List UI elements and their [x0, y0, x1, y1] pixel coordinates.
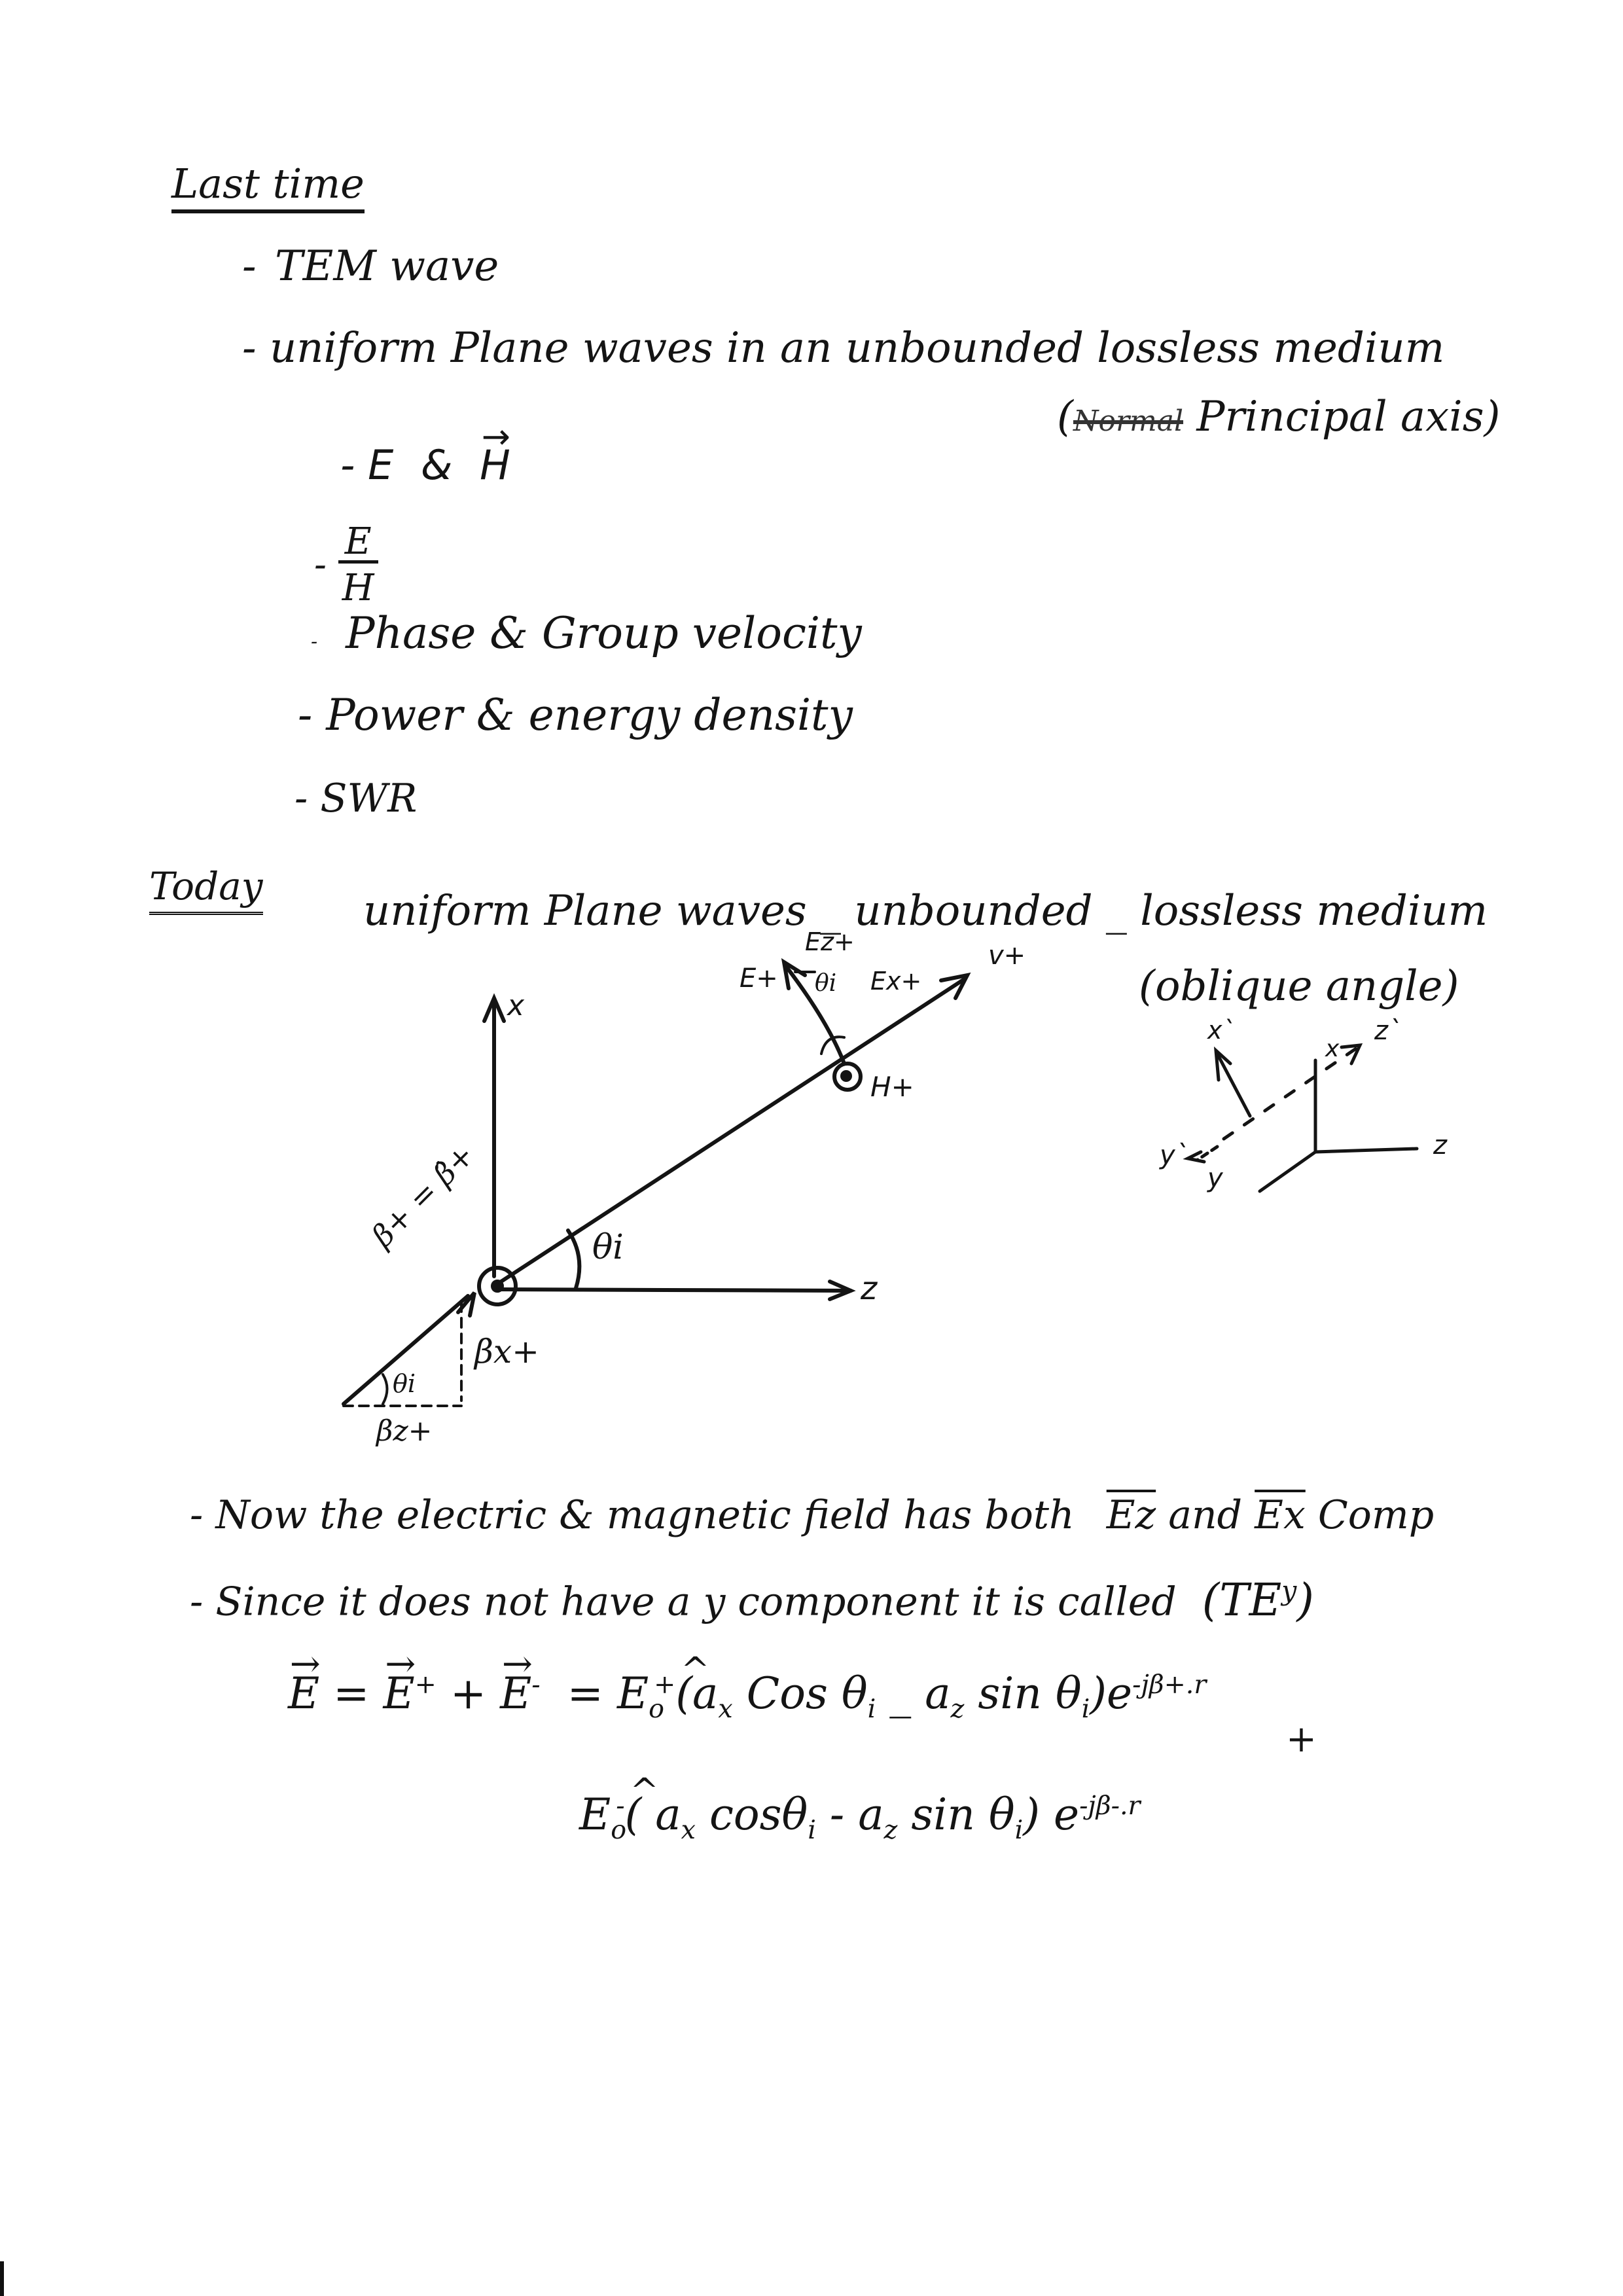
- beta-equation-label: β+ = β̂+: [365, 1137, 482, 1254]
- az-sub: z: [883, 1815, 898, 1846]
- velocity-label: v+: [988, 941, 1026, 971]
- equation-trailing-plus: +: [1286, 1718, 1317, 1761]
- note-text-after: Comp: [1317, 1492, 1435, 1538]
- ampersand: &: [421, 441, 453, 489]
- item-text: Phase & Group velocity: [346, 608, 862, 658]
- e-plus-sup: +: [414, 1670, 437, 1700]
- beta-z-label: βz+: [376, 1414, 433, 1448]
- struck-word: Normal: [1073, 404, 1184, 438]
- sin-sub: i: [1014, 1815, 1024, 1846]
- e-field-label: E+: [740, 963, 778, 994]
- beta-x-label: βx+: [474, 1333, 539, 1371]
- scan-margin-mark: [0, 2261, 4, 2296]
- te-mode-label: [1202, 1575, 1314, 1626]
- amp-sub: o: [611, 1815, 627, 1846]
- e-minus-base: E: [500, 1668, 532, 1719]
- minus-az: _ a: [876, 1668, 951, 1719]
- unit-vector-ax: ^ (a: [675, 1672, 718, 1715]
- today-subtitle: (oblique angle): [1139, 962, 1459, 1011]
- e-minus-sup: -: [531, 1670, 541, 1700]
- minus-az: - a: [815, 1789, 884, 1840]
- bullet: -: [242, 324, 257, 372]
- z-prime-label: z`: [1374, 1016, 1401, 1046]
- ez-label: Ez+: [805, 927, 855, 956]
- x-axis-label: x: [507, 989, 525, 1022]
- cos-term: Cos θ: [732, 1668, 868, 1719]
- ex-label: Ex+: [870, 967, 922, 996]
- equals-1: =: [333, 1668, 370, 1719]
- beta-angle-label: θi: [393, 1369, 416, 1398]
- h-field-label: H+: [870, 1071, 914, 1103]
- y-axis-line-small: [1260, 1152, 1315, 1191]
- az-sub: z: [950, 1694, 965, 1725]
- x-label-small: x: [1325, 1035, 1340, 1062]
- amplitude-plus: [616, 1668, 676, 1725]
- amplitude-minus: [579, 1789, 627, 1846]
- ax-sub: x: [681, 1815, 696, 1846]
- z-prime-arrowhead: [1342, 1045, 1360, 1064]
- bullet: -: [311, 630, 318, 653]
- y-prime-label: y`: [1160, 1140, 1188, 1170]
- exp-power: -jβ-.r: [1079, 1791, 1141, 1821]
- note-te-y-mode: [190, 1574, 1314, 1626]
- ex-component: $\overline{Ex}$: [1255, 1492, 1306, 1538]
- e-plus-base: E: [383, 1668, 415, 1719]
- item-text: TEM wave: [274, 242, 499, 291]
- ez-component: $\overline{Ez}$: [1106, 1492, 1156, 1538]
- bullet: -: [190, 1579, 204, 1625]
- unit-vector-ax: ^ ( a: [625, 1793, 681, 1837]
- e-symbol: E: [368, 441, 394, 489]
- sin-term: sin θ: [964, 1668, 1082, 1719]
- e-angle-label: θi: [815, 970, 837, 997]
- exp-base: )e: [1090, 1668, 1133, 1719]
- plus-op: +: [450, 1668, 487, 1719]
- equation-line-2: [579, 1789, 1141, 1846]
- cos-sub: i: [808, 1815, 816, 1846]
- open-paren: (: [1057, 393, 1073, 441]
- note-text: Now the electric & magnetic field has both: [215, 1492, 1075, 1538]
- incidence-angle-label: θi: [592, 1228, 624, 1267]
- today-topic: uniform Plane waves _ unbounded _ lossless medium: [363, 887, 1488, 935]
- cos-sub: i: [867, 1694, 876, 1725]
- item-text: SWR: [320, 776, 418, 821]
- heading-today: Today: [149, 867, 263, 915]
- amp-base: E: [579, 1789, 611, 1840]
- y-label-small: y: [1207, 1163, 1223, 1193]
- heading-last-time: Last time: [171, 164, 365, 213]
- te-text: (TE: [1202, 1574, 1282, 1626]
- note-field-components: [190, 1492, 1435, 1538]
- cos-term: cosθ: [695, 1789, 808, 1840]
- amp-sup: -: [616, 1791, 625, 1821]
- ax-sub: x: [718, 1694, 733, 1725]
- sin-term: sin θ: [897, 1789, 1015, 1840]
- bullet: -: [242, 242, 257, 291]
- e-total-vector: → E: [288, 1672, 319, 1715]
- denominator: H: [342, 567, 374, 609]
- amp-base: E: [616, 1668, 649, 1719]
- z-label-small: z: [1433, 1130, 1447, 1160]
- and-word: and: [1168, 1492, 1243, 1538]
- te-close-paren: ): [1296, 1574, 1314, 1626]
- x-prime-axis-line: [1217, 1054, 1250, 1116]
- amp-sub: o: [649, 1694, 664, 1725]
- equation-line-1: [288, 1668, 1207, 1725]
- z-axis-label: z: [861, 1270, 878, 1307]
- equals-2: =: [567, 1668, 603, 1719]
- h-vector-symbol: → H: [480, 445, 510, 486]
- bullet: -: [190, 1492, 204, 1538]
- numerator: E: [338, 524, 378, 564]
- bullet: -: [340, 441, 355, 489]
- item-text: Principal axis): [1196, 393, 1501, 441]
- x-prime-label: x`: [1207, 1016, 1235, 1045]
- exp-power: -jβ+.r: [1132, 1670, 1207, 1700]
- bullet: -: [314, 543, 327, 586]
- e-plus-vector: [383, 1668, 437, 1719]
- te-superscript: y: [1281, 1575, 1297, 1606]
- z-axis-line-small: [1315, 1149, 1417, 1152]
- item-text: Power & energy density: [326, 690, 853, 740]
- sin-sub: i: [1081, 1694, 1090, 1725]
- e-minus-vector: [500, 1668, 541, 1719]
- bullet: -: [298, 690, 313, 740]
- exp-base: ) e: [1023, 1789, 1080, 1840]
- amp-sup: +: [654, 1670, 676, 1700]
- bullet: -: [294, 776, 308, 821]
- note-text: Since it does not have a y component it is called: [215, 1579, 1177, 1625]
- item-text: uniform Plane waves in an unbounded lossless medium: [269, 324, 1445, 372]
